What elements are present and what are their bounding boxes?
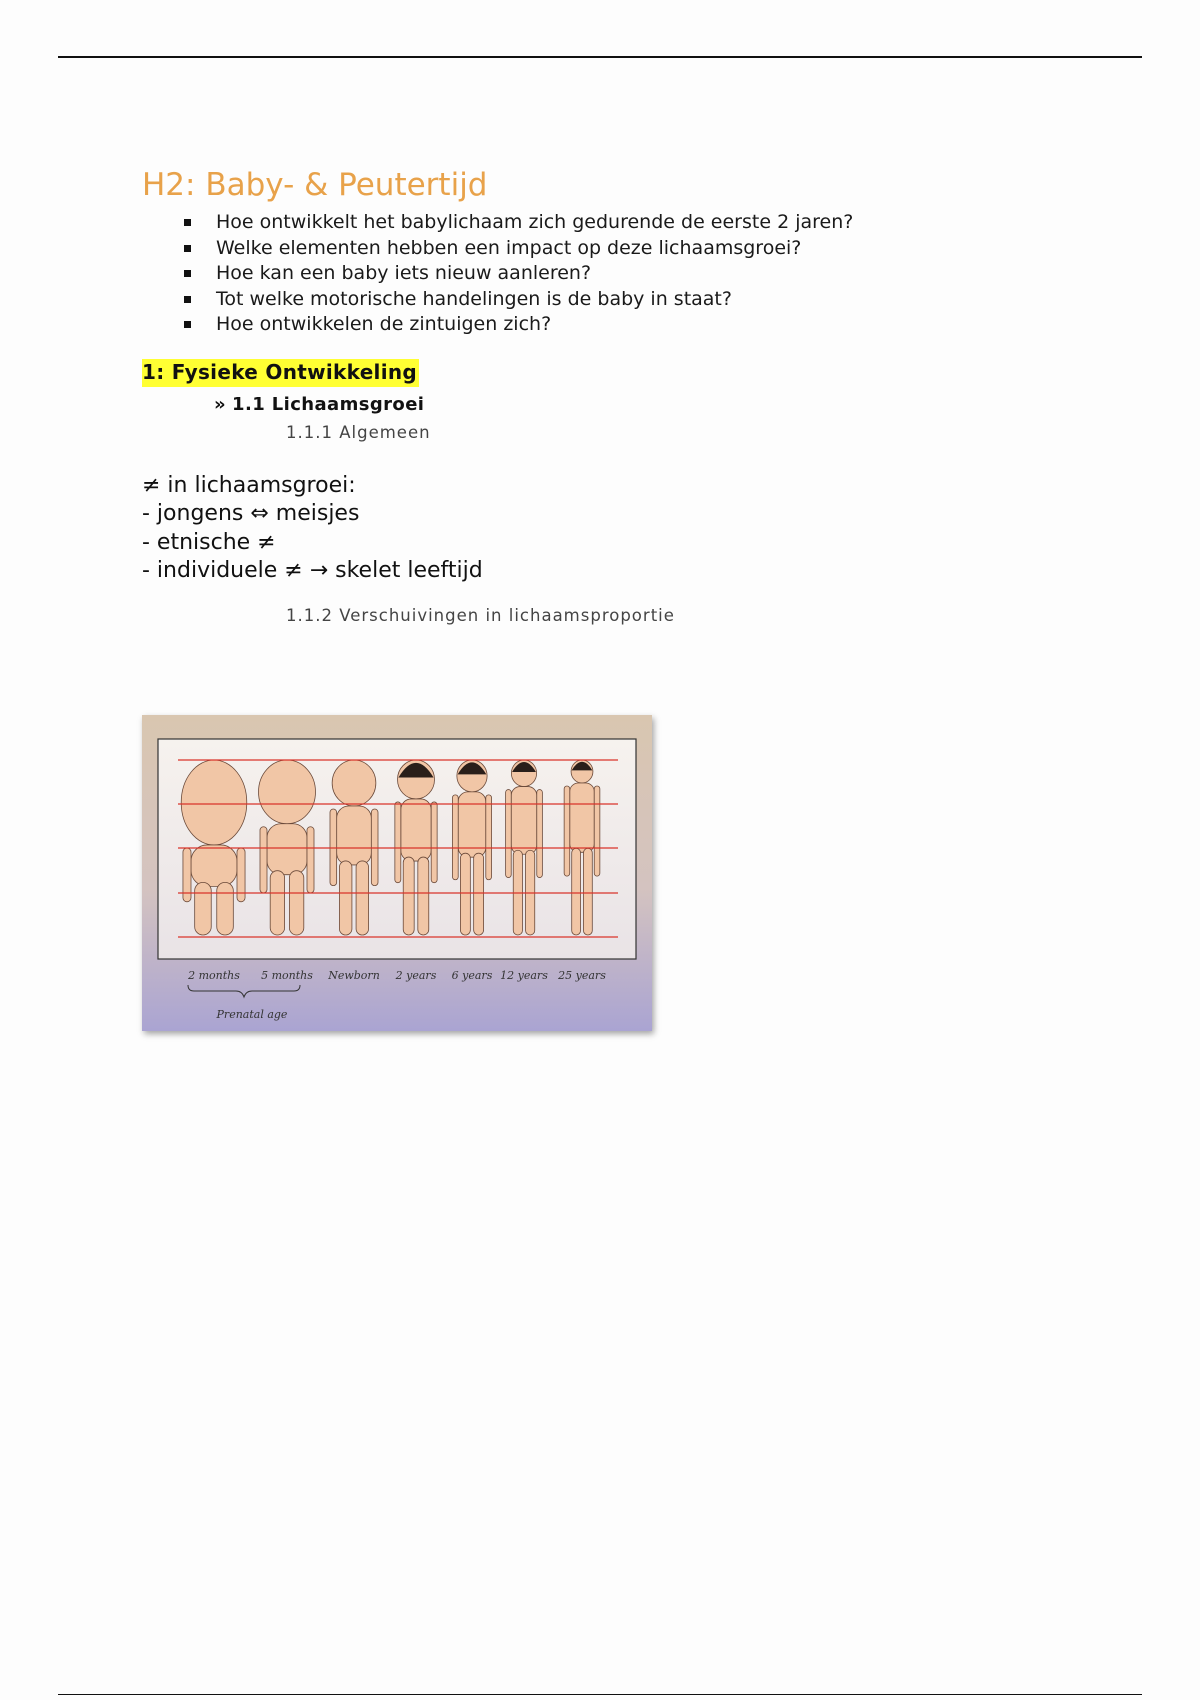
question-item: Hoe ontwikkelen de zintuigen zich?: [216, 312, 1122, 338]
torso-shape: [458, 792, 486, 857]
body-proportion-figure: [142, 715, 652, 1031]
arm-shape: [486, 795, 492, 880]
arm-shape: [371, 809, 378, 886]
leg-shape: [572, 848, 581, 935]
torso-shape: [511, 787, 537, 855]
chapter-title: H2: Baby- & Peutertijd: [142, 167, 488, 203]
age-label: 5 months: [261, 969, 313, 982]
document-body: [142, 160, 1122, 625]
arm-shape: [183, 848, 191, 902]
arm-shape: [330, 809, 337, 886]
torso-shape: [401, 799, 431, 861]
note-line: - individuele ≠ → skelet leeftijd: [142, 558, 483, 583]
question-item: Tot welke motorische handelingen is de baby in staat?: [216, 287, 1122, 313]
torso-shape: [337, 806, 372, 865]
arm-shape: [307, 827, 314, 893]
leg-shape: [403, 857, 414, 935]
leg-shape: [289, 871, 303, 935]
head-shape: [332, 760, 376, 806]
arm-shape: [431, 802, 437, 883]
question-list: [142, 210, 1122, 338]
age-label: Newborn: [328, 969, 380, 982]
section-heading-1-1-2: 1.1.2 Verschuivingen in lichaamsproportie: [286, 605, 675, 625]
note-line: - jongens ⇔ meisjes: [142, 501, 360, 526]
section-heading-1-1-1: 1.1.1 Algemeen: [286, 422, 431, 442]
torso-shape: [191, 845, 237, 886]
leg-shape: [418, 857, 429, 935]
leg-shape: [474, 853, 484, 935]
prenatal-label: Prenatal age: [216, 1008, 288, 1021]
section-heading-1-text: 1: Fysieke Ontwikkeling: [142, 359, 419, 387]
torso-shape: [570, 783, 595, 852]
arm-shape: [506, 790, 512, 878]
age-label: 2 years: [395, 969, 437, 982]
section-marker: »: [214, 393, 227, 415]
torso-shape: [267, 824, 307, 875]
arm-shape: [237, 848, 245, 902]
note-line: - etnische ≠: [142, 529, 276, 555]
leg-shape: [195, 882, 212, 935]
arm-shape: [594, 786, 600, 876]
section-heading-1-1-text: 1.1 Lichaamsgroei: [232, 393, 425, 415]
note-line: ≠ in lichaamsgroei:: [142, 472, 356, 498]
leg-shape: [217, 882, 234, 935]
arm-shape: [395, 802, 401, 883]
arm-shape: [260, 827, 267, 893]
head-shape: [181, 760, 247, 845]
section-heading-1-1: [214, 394, 1122, 415]
age-label: 25 years: [558, 969, 606, 982]
question-item: Hoe ontwikkelt het babylichaam zich gedurende de eerste 2 jaren?: [216, 210, 1122, 236]
notes-block: [142, 472, 1122, 586]
arm-shape: [537, 790, 543, 878]
age-label: 12 years: [500, 969, 548, 982]
question-item: Hoe kan een baby iets nieuw aanleren?: [216, 261, 1122, 287]
age-label: 6 years: [451, 969, 493, 982]
leg-shape: [270, 871, 284, 935]
age-label: 2 months: [188, 969, 240, 982]
arm-shape: [452, 795, 458, 880]
header-rule: [58, 56, 1142, 58]
footer-rule: [58, 1694, 1142, 1695]
leg-shape: [460, 853, 470, 935]
leg-shape: [356, 861, 368, 935]
arm-shape: [564, 786, 570, 876]
question-item: Welke elementen hebben een impact op deze lichaamsgroei?: [216, 236, 1122, 262]
leg-shape: [583, 848, 592, 935]
section-heading-1: [142, 360, 1122, 390]
head-shape: [259, 760, 316, 824]
leg-shape: [339, 861, 351, 935]
